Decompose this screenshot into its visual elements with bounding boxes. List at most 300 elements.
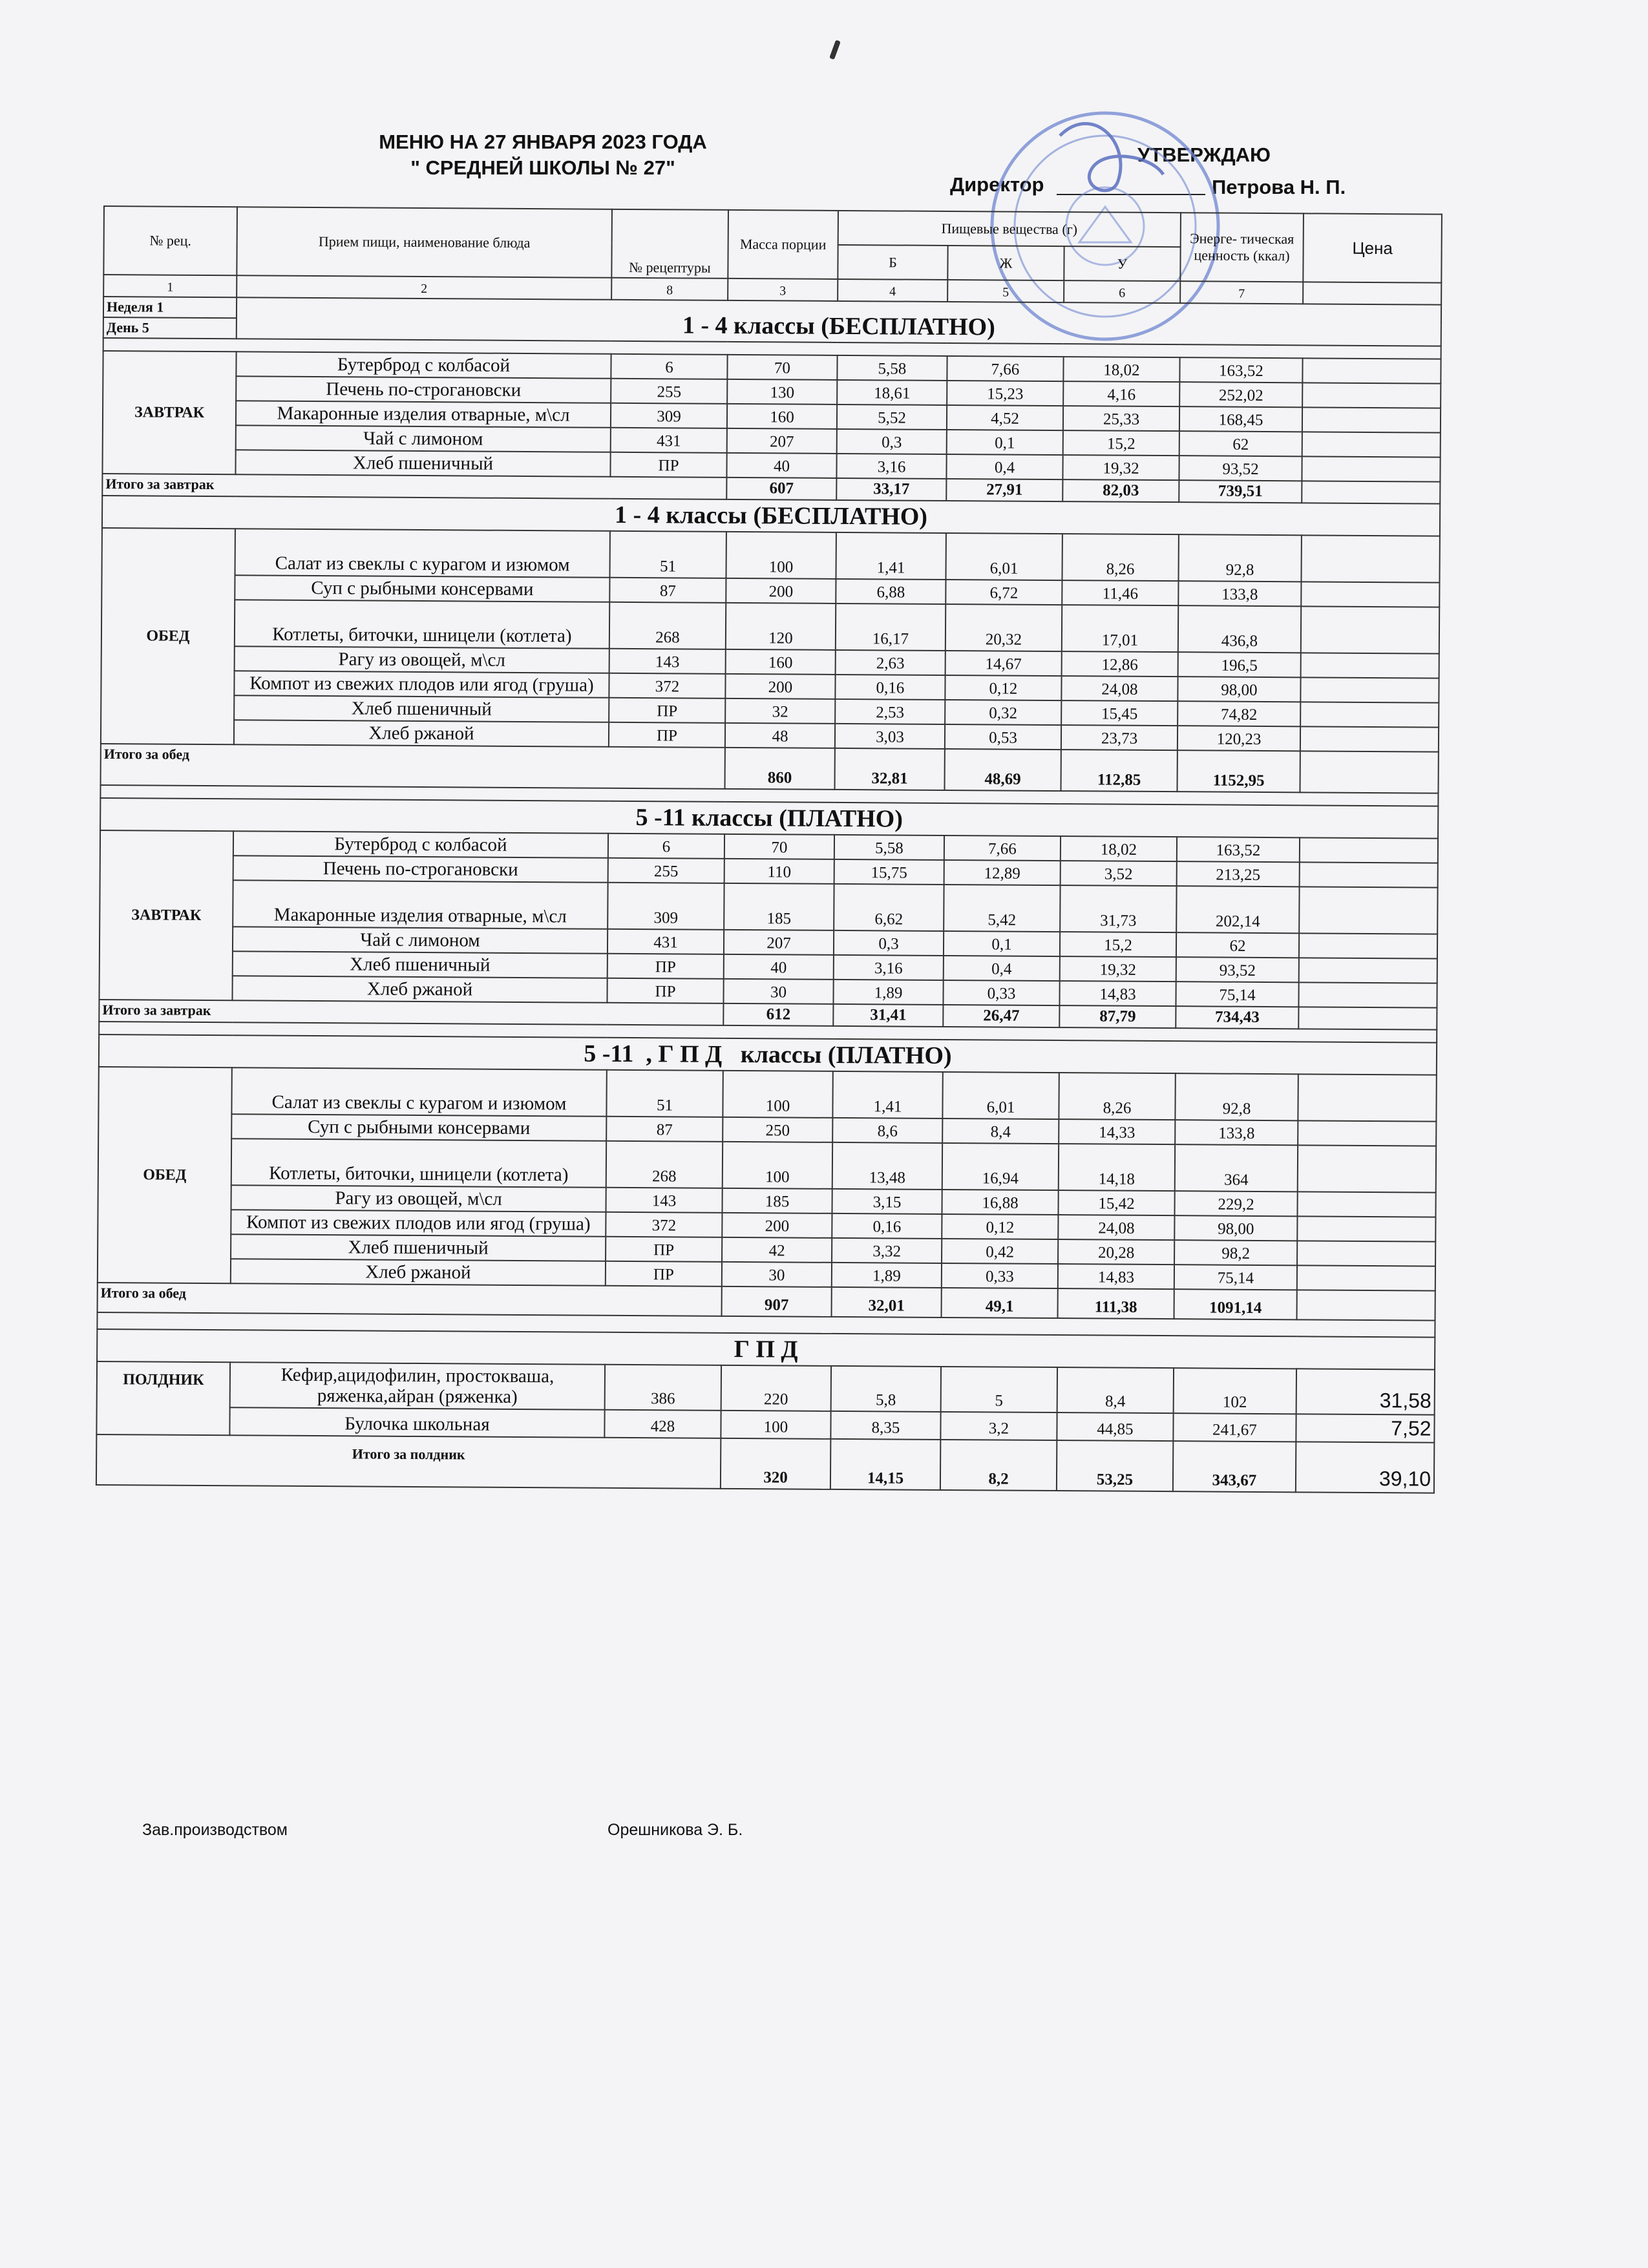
energy: 62: [1179, 431, 1302, 456]
total-price: [1300, 751, 1438, 793]
mass: 100: [726, 532, 836, 579]
meal-label: ЗАВТРАК: [99, 830, 233, 1000]
fat: 5,42: [944, 885, 1060, 932]
title-line-2: " СРЕДНЕЙ ШКОЛЫ № 27": [410, 156, 675, 179]
total-fat: 48,69: [944, 749, 1061, 791]
total-carbs: 112,85: [1061, 750, 1177, 792]
fat: 20,32: [945, 604, 1062, 651]
week-label: Неделя 1: [103, 297, 237, 318]
total-fat: 27,91: [946, 479, 1062, 501]
section-title: 5 -11 , Г П Д классы (ПЛАТНО): [99, 1034, 1437, 1075]
energy: 163,52: [1177, 837, 1300, 862]
price: 7,52: [1296, 1414, 1434, 1442]
fat: 0,32: [945, 700, 1061, 725]
recipe-no: 372: [606, 1212, 722, 1237]
protein: 5,58: [837, 355, 947, 381]
fat: 12,89: [944, 860, 1061, 885]
dish-name: Салат из свеклы с курагом и изюмом: [235, 529, 610, 578]
energy: 98,00: [1178, 677, 1300, 702]
price: [1300, 862, 1438, 887]
dish-name: Суп с рыбными консервами: [231, 1114, 606, 1141]
price: [1300, 837, 1438, 863]
col-b: Б: [838, 245, 947, 280]
price: [1302, 358, 1441, 383]
total-energy: 734,43: [1176, 1006, 1298, 1029]
dish-name: Хлеб ржаной: [234, 720, 609, 747]
fat: 8,4: [942, 1118, 1059, 1144]
total-energy: 1152,95: [1177, 750, 1300, 792]
meal-label: ОБЕД: [98, 1067, 232, 1283]
fat: 15,23: [947, 381, 1063, 406]
price: [1302, 432, 1441, 457]
fat: 4,52: [947, 405, 1063, 430]
col-rec-no: № рец.: [103, 206, 237, 275]
recipe-no: 386: [605, 1365, 721, 1411]
carbs: 15,45: [1061, 700, 1178, 726]
recipe-no: ПР: [609, 722, 725, 748]
price: [1297, 1265, 1435, 1290]
mass: 185: [722, 1188, 832, 1213]
approve-label: УТВЕРЖДАЮ: [1137, 143, 1271, 166]
protein: 1,89: [832, 1263, 942, 1288]
energy: 93,52: [1176, 957, 1299, 982]
price: [1299, 958, 1437, 983]
fat: 0,4: [944, 956, 1060, 981]
dish-name: Компот из свежих плодов или ягод (груша): [231, 1210, 606, 1237]
dish-name: Компот из свежих плодов или ягод (груша): [234, 671, 609, 698]
protein: 2,63: [836, 650, 945, 675]
total-label: Итого за завтрак: [102, 474, 726, 499]
energy: 102: [1174, 1368, 1296, 1414]
total-carbs: 53,25: [1057, 1440, 1173, 1491]
mass: 70: [724, 834, 834, 859]
energy: 252,02: [1179, 382, 1302, 407]
price: [1302, 456, 1440, 481]
recipe-no: ПР: [610, 452, 726, 478]
fat: 0,1: [947, 430, 1063, 455]
protein: 1,89: [833, 980, 943, 1005]
price: [1297, 1241, 1435, 1266]
price: [1300, 726, 1439, 751]
dish-name: Макаронные изделия отварные, м\сл: [233, 880, 607, 929]
carbs: 8,26: [1059, 1073, 1175, 1120]
protein: 3,16: [834, 955, 944, 980]
total-mass: 320: [721, 1438, 830, 1489]
idx-cell: 1: [103, 275, 237, 297]
mass: 207: [724, 930, 834, 955]
mass: 48: [725, 723, 835, 748]
total-label: Итого за полдник: [96, 1434, 721, 1489]
mass: 207: [727, 428, 837, 454]
fat: 0,33: [942, 1263, 1058, 1288]
total-protein: 14,15: [830, 1439, 940, 1490]
mass: 40: [726, 453, 836, 478]
mass: 40: [724, 954, 834, 980]
menu-row: [100, 879, 1437, 934]
recipe-no: ПР: [606, 1237, 722, 1262]
protein: 3,15: [832, 1189, 942, 1214]
recipe-no: ПР: [609, 698, 725, 723]
dish-name: Хлеб ржаной: [231, 1259, 606, 1286]
protein: 0,16: [832, 1213, 942, 1239]
protein: 18,61: [837, 380, 947, 405]
mass: 200: [725, 674, 835, 699]
mass: 100: [723, 1142, 832, 1189]
fat: 7,66: [944, 835, 1061, 861]
energy: 98,2: [1174, 1240, 1297, 1265]
price: [1297, 1216, 1435, 1241]
mass: 200: [726, 578, 836, 604]
total-mass: 607: [726, 478, 836, 500]
carbs: 8,4: [1057, 1367, 1174, 1413]
total-carbs: 82,03: [1062, 479, 1179, 502]
idx-cell: 5: [947, 280, 1064, 302]
dish-name: Бутерброд с колбасой: [233, 831, 608, 858]
mass: 70: [727, 355, 837, 380]
protein: 6,88: [836, 579, 945, 604]
price: [1300, 677, 1439, 702]
total-fat: 49,1: [942, 1288, 1058, 1318]
total-price: [1298, 1007, 1437, 1029]
mass: 120: [726, 603, 836, 650]
col-dish: Прием пищи, наименование блюда: [237, 207, 612, 278]
energy: 168,45: [1179, 406, 1302, 432]
protein: 13,48: [832, 1142, 942, 1190]
dish-name: Хлеб пшеничный: [231, 1234, 606, 1261]
energy: 196,5: [1178, 652, 1301, 677]
energy: 133,8: [1178, 581, 1301, 606]
total-energy: 1091,14: [1174, 1289, 1297, 1319]
protein: 3,16: [836, 454, 946, 479]
energy: 93,52: [1179, 456, 1302, 481]
energy: 98,00: [1174, 1215, 1297, 1241]
carbs: 23,73: [1061, 725, 1178, 750]
carbs: 15,42: [1058, 1190, 1174, 1215]
carbs: 19,32: [1060, 956, 1176, 982]
dish-name: Бутерброд с колбасой: [236, 352, 611, 379]
mass: 30: [723, 979, 833, 1004]
dish-name: Рагу из овощей, м\сл: [231, 1185, 606, 1212]
energy: 364: [1175, 1144, 1298, 1192]
recipe-no: 431: [611, 428, 727, 453]
meal-label: ОБЕД: [101, 528, 235, 744]
protein: 6,62: [834, 884, 944, 931]
total-protein: 32,01: [832, 1287, 942, 1318]
footer-name: Орешникова Э. Б.: [607, 1821, 743, 1839]
energy: 133,8: [1175, 1120, 1298, 1145]
dish-name: Хлеб пшеничный: [234, 695, 609, 722]
fat: 16,88: [942, 1190, 1058, 1215]
recipe-no: ПР: [606, 1261, 722, 1286]
price: [1299, 887, 1437, 934]
fat: 0,12: [945, 675, 1061, 700]
dish-name: Котлеты, биточки, шницели (котлета): [231, 1139, 606, 1188]
menu-table: [96, 205, 1442, 1494]
carbs: 31,73: [1060, 885, 1176, 932]
total-row: [96, 1434, 1434, 1493]
title-line-1: МЕНЮ НА 27 ЯНВАРЯ 2023 ГОДА: [379, 131, 707, 153]
col-nutrients: Пищевые вещества (г): [838, 211, 1181, 247]
total-energy: 739,51: [1179, 480, 1302, 503]
protein: 5,58: [834, 835, 944, 860]
carbs: 15,2: [1060, 932, 1176, 957]
dish-name: Чай с лимоном: [236, 425, 611, 452]
price: [1302, 407, 1441, 432]
carbs: 25,33: [1063, 406, 1179, 431]
energy: 213,25: [1177, 861, 1300, 887]
protein: 5,52: [837, 404, 947, 430]
carbs: 14,83: [1059, 981, 1176, 1006]
protein: 5,8: [831, 1366, 941, 1412]
col-mass: Масса порции: [728, 210, 838, 279]
mass: 250: [723, 1117, 832, 1142]
total-protein: 33,17: [836, 478, 946, 501]
total-mass: 907: [722, 1286, 832, 1317]
price: [1297, 1192, 1435, 1217]
energy: 229,2: [1174, 1191, 1297, 1216]
dish-name: Макаронные изделия отварные, м\сл: [236, 401, 611, 428]
idx-cell: 6: [1064, 280, 1180, 303]
col-recipe: № рецептуры: [611, 209, 728, 278]
dish-name: Рагу из овощей, м\сл: [235, 646, 609, 673]
energy: 163,52: [1179, 357, 1302, 383]
price: [1301, 653, 1439, 678]
mass: 160: [727, 404, 837, 429]
energy: 92,8: [1178, 534, 1301, 582]
fat: 3,2: [940, 1412, 1057, 1440]
price: [1301, 535, 1439, 582]
price: [1298, 1120, 1436, 1146]
recipe-no: 428: [604, 1410, 721, 1438]
fat: 7,66: [947, 356, 1063, 381]
total-fat: 8,2: [940, 1440, 1057, 1491]
carbs: 8,26: [1062, 534, 1178, 581]
recipe-no: 309: [611, 403, 727, 428]
carbs: 18,02: [1063, 357, 1179, 382]
protein: 2,53: [835, 699, 945, 724]
menu-row: [102, 528, 1440, 583]
price: [1298, 1074, 1436, 1121]
carbs: 24,08: [1058, 1215, 1174, 1240]
idx-cell: 3: [728, 278, 838, 301]
recipe-no: ПР: [607, 954, 724, 979]
menu-row: [98, 1138, 1436, 1193]
energy: 74,82: [1178, 701, 1300, 726]
energy: 92,8: [1175, 1073, 1298, 1120]
carbs: 15,2: [1063, 430, 1179, 456]
dish-name: Булочка школьная: [229, 1407, 604, 1438]
idx-cell: 4: [838, 279, 947, 302]
protein: 0,16: [835, 675, 945, 700]
total-label: Итого за обед: [98, 1283, 722, 1316]
director-label: Директор: [950, 173, 1044, 196]
dish-name: Кефир,ацидофилин, простокваша, ряженка,айран (ряженка): [230, 1362, 605, 1410]
total-price: [1297, 1290, 1435, 1320]
total-fat: 26,47: [943, 1005, 1059, 1027]
fat: 0,33: [943, 980, 1059, 1005]
mass: 220: [721, 1365, 831, 1411]
price: [1298, 1145, 1436, 1192]
total-carbs: 87,79: [1059, 1005, 1176, 1028]
col-price: Цена: [1303, 213, 1442, 282]
menu-row: [101, 599, 1439, 654]
signature-scribble: [1060, 123, 1163, 190]
total-label: Итого за завтрак: [99, 1000, 723, 1025]
fat: 6,01: [942, 1072, 1059, 1119]
dish-name: Суп с рыбными консервами: [235, 575, 609, 602]
col-u: У: [1064, 246, 1180, 281]
price: 31,58: [1296, 1369, 1435, 1414]
mass: 160: [726, 649, 836, 675]
recipe-no: 309: [607, 883, 724, 930]
total-mass: 612: [723, 1003, 833, 1026]
dish-name: Хлеб пшеничный: [233, 951, 607, 978]
recipe-no: 255: [608, 858, 724, 883]
energy: 241,67: [1173, 1413, 1296, 1442]
dish-name: Печень по-строгановски: [236, 376, 611, 403]
recipe-no: 268: [609, 602, 726, 649]
mass: 200: [722, 1213, 832, 1238]
dish-name: Печень по-строгановски: [233, 856, 608, 883]
price: [1302, 383, 1441, 408]
fat: 0,42: [942, 1239, 1058, 1264]
day-label: День 5: [103, 317, 237, 339]
section-title: 1 - 4 классы (БЕСПЛАТНО): [102, 496, 1440, 536]
idx-cell: [1303, 282, 1441, 304]
energy: 436,8: [1178, 605, 1301, 653]
meal-label: ЗАВТРАК: [102, 351, 236, 474]
recipe-no: 372: [609, 673, 725, 698]
carbs: 44,85: [1057, 1412, 1173, 1441]
total-mass: 860: [725, 748, 835, 790]
mass: 130: [727, 379, 837, 404]
recipe-no: 51: [606, 1070, 723, 1117]
dish-name: Чай с лимоном: [233, 927, 607, 954]
price: [1298, 982, 1437, 1007]
protein: 3,03: [835, 724, 945, 749]
footer-role: Зав.производством: [142, 1821, 288, 1839]
menu-row: [97, 1361, 1435, 1415]
recipe-no: 143: [609, 649, 726, 674]
recipe-no: 255: [611, 379, 727, 404]
protein: 1,41: [836, 532, 945, 580]
director-name: Петрова Н. П.: [1212, 176, 1346, 198]
carbs: 24,08: [1061, 676, 1178, 701]
col-zh: Ж: [947, 246, 1064, 280]
fat: 5: [941, 1367, 1057, 1412]
recipe-no: ПР: [607, 978, 723, 1003]
section-title: 5 -11 классы (ПЛАТНО): [100, 798, 1438, 839]
protein: 1,41: [832, 1071, 942, 1118]
mass: 100: [723, 1071, 832, 1118]
total-protein: 32,81: [834, 748, 944, 790]
fat: 14,67: [945, 651, 1062, 676]
carbs: 14,83: [1058, 1264, 1174, 1289]
scan-mark: [829, 40, 841, 60]
protein: 8,6: [832, 1118, 942, 1143]
dish-name: Салат из свеклы с курагом и изюмом: [231, 1067, 606, 1117]
price: [1299, 933, 1437, 958]
recipe-no: 6: [611, 354, 727, 379]
fat: 0,12: [942, 1214, 1058, 1239]
energy: 120,23: [1178, 726, 1300, 751]
carbs: 11,46: [1062, 580, 1178, 605]
total-price: [1302, 481, 1440, 503]
mass: 32: [725, 698, 835, 724]
energy: 62: [1176, 932, 1299, 958]
section-title: Г П Д: [97, 1329, 1435, 1370]
protein: 15,75: [834, 859, 944, 885]
total-carbs: 111,38: [1058, 1288, 1174, 1319]
price: [1300, 702, 1439, 727]
mass: 110: [724, 859, 834, 884]
protein: 8,35: [830, 1411, 940, 1440]
fat: 6,01: [945, 533, 1062, 580]
recipe-no: 87: [606, 1117, 723, 1142]
meal-label: ПОЛДНИК: [96, 1361, 230, 1435]
col-energy: Энерге- тическая ценность (ккал): [1180, 213, 1304, 282]
recipe-no: 143: [606, 1188, 722, 1213]
mass: 100: [721, 1411, 830, 1439]
fat: 0,4: [946, 454, 1062, 479]
menu-row: [98, 1067, 1436, 1122]
energy: 202,14: [1176, 886, 1299, 933]
carbs: 17,01: [1062, 605, 1178, 652]
total-price: 39,10: [1296, 1442, 1434, 1493]
recipe-no: 51: [609, 531, 726, 578]
dish-name: Хлеб ржаной: [232, 976, 607, 1003]
protein: 16,17: [836, 604, 945, 651]
fat: 6,72: [945, 580, 1062, 605]
recipe-no: 6: [608, 834, 724, 859]
carbs: 20,28: [1058, 1239, 1174, 1265]
total-energy: 343,67: [1173, 1441, 1296, 1492]
total-protein: 31,41: [833, 1004, 943, 1027]
energy: 75,14: [1174, 1265, 1297, 1290]
idx-cell: 2: [237, 275, 611, 300]
price: [1301, 582, 1439, 607]
dish-name: Котлеты, биточки, шницели (котлета): [235, 600, 609, 649]
total-label: Итого за обед: [101, 744, 725, 789]
dish-name: Хлеб пшеничный: [235, 450, 610, 477]
recipe-no: 431: [607, 929, 724, 954]
idx-cell: 8: [611, 278, 728, 300]
price: [1301, 606, 1439, 653]
header-row: [104, 206, 1442, 249]
carbs: 19,32: [1062, 455, 1179, 480]
protein: 3,32: [832, 1238, 942, 1263]
page-title: [310, 129, 776, 181]
fat: 16,94: [942, 1143, 1059, 1190]
mass: 30: [722, 1262, 832, 1287]
carbs: 12,86: [1062, 651, 1178, 677]
idx-cell: 7: [1180, 281, 1303, 304]
recipe-no: 87: [609, 578, 726, 603]
carbs: 3,52: [1061, 861, 1177, 886]
mass: 185: [724, 883, 834, 930]
mass: 42: [722, 1237, 832, 1263]
protein: 0,3: [834, 930, 944, 956]
fat: 0,1: [944, 931, 1060, 956]
carbs: 14,33: [1059, 1119, 1175, 1144]
carbs: 18,02: [1061, 836, 1177, 861]
carbs: 4,16: [1063, 381, 1179, 406]
section-title: 1 - 4 классы (БЕСПЛАТНО): [237, 297, 1441, 346]
carbs: 14,18: [1059, 1144, 1175, 1191]
fat: 0,53: [945, 724, 1061, 750]
energy: 75,14: [1176, 982, 1298, 1007]
recipe-no: 268: [606, 1141, 723, 1188]
